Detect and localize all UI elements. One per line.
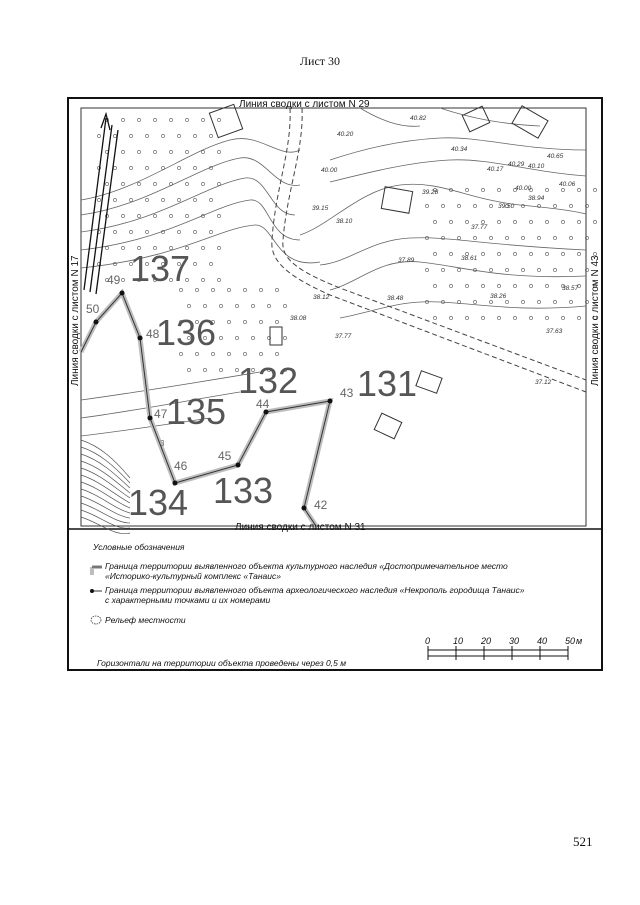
slope-hatch bbox=[81, 517, 130, 534]
boundary-point bbox=[120, 291, 125, 296]
svg-text:39.15: 39.15 bbox=[312, 205, 329, 212]
tree-symbol bbox=[513, 316, 516, 319]
tree-symbol bbox=[259, 320, 262, 323]
scale-bar-tick-label: 20 bbox=[481, 636, 492, 646]
point-label: 48 bbox=[146, 327, 160, 341]
tree-symbol bbox=[561, 316, 564, 319]
tree-symbol bbox=[569, 204, 572, 207]
svg-text:38.26: 38.26 bbox=[490, 293, 507, 300]
tree-symbol bbox=[569, 300, 572, 303]
point-label: 45 bbox=[218, 449, 232, 463]
tree-symbol bbox=[465, 220, 468, 223]
scale-bar-tick-label: 40 bbox=[537, 636, 548, 646]
tree-symbol bbox=[121, 150, 124, 153]
contour-line bbox=[330, 262, 586, 290]
adjacent-sheet-right: Линия сводки с листом N 43 bbox=[590, 255, 601, 386]
legend-archaeological-boundary-icon bbox=[90, 589, 102, 593]
tree-symbol bbox=[593, 252, 596, 255]
point-label: 47 bbox=[154, 407, 168, 421]
building bbox=[462, 106, 490, 132]
tree-symbol bbox=[209, 262, 212, 265]
tree-symbol bbox=[203, 304, 206, 307]
boundary-point bbox=[236, 463, 241, 468]
tree-symbol bbox=[561, 252, 564, 255]
tree-symbol bbox=[569, 236, 572, 239]
tree-symbol bbox=[185, 118, 188, 121]
tree-symbol bbox=[217, 214, 220, 217]
tree-symbol bbox=[433, 284, 436, 287]
building bbox=[381, 187, 412, 214]
tree-symbol bbox=[425, 268, 428, 271]
tree-symbol bbox=[243, 288, 246, 291]
tree-symbol bbox=[553, 300, 556, 303]
scale-bar-tick-label: 0 bbox=[425, 636, 431, 646]
legend-item-2-line-2: с характерными точками и их номерами bbox=[105, 595, 271, 605]
tree-symbol bbox=[227, 352, 230, 355]
tree-symbol bbox=[113, 166, 116, 169]
tree-symbol bbox=[105, 182, 108, 185]
tree-symbol bbox=[513, 220, 516, 223]
adjacent-sheet-left: Линия сводки с листом N 17 bbox=[70, 255, 81, 386]
scale-bar-tick-label: 10 bbox=[453, 636, 464, 646]
svg-text:38.08: 38.08 bbox=[290, 315, 307, 322]
tree-symbol bbox=[545, 316, 548, 319]
tree-symbol bbox=[473, 204, 476, 207]
tree-symbol bbox=[513, 284, 516, 287]
svg-text:38.12: 38.12 bbox=[313, 294, 330, 301]
tree-symbol bbox=[473, 300, 476, 303]
relief-icon bbox=[91, 616, 101, 624]
tree-symbol bbox=[553, 236, 556, 239]
point-label: 44 bbox=[256, 397, 270, 411]
tree-symbol bbox=[521, 236, 524, 239]
adjacent-sheet-top: Линия сводки с листом N 29 bbox=[239, 99, 370, 110]
tree-symbol bbox=[449, 220, 452, 223]
tree-symbol bbox=[145, 166, 148, 169]
tree-symbol bbox=[121, 118, 124, 121]
svg-text:37.77: 37.77 bbox=[471, 224, 488, 231]
svg-text:40.06: 40.06 bbox=[559, 181, 576, 188]
svg-text:37.12: 37.12 bbox=[535, 379, 552, 386]
tree-symbol bbox=[145, 230, 148, 233]
tree-symbol bbox=[113, 198, 116, 201]
boundary-point bbox=[328, 399, 333, 404]
tree-symbol bbox=[481, 316, 484, 319]
tree-symbol bbox=[169, 150, 172, 153]
tree-symbol bbox=[473, 236, 476, 239]
zone-labels bbox=[128, 248, 417, 523]
tree-symbol bbox=[227, 320, 230, 323]
contour-line bbox=[330, 160, 586, 182]
tree-symbol bbox=[113, 134, 116, 137]
tree-symbol bbox=[433, 220, 436, 223]
svg-text:40.82: 40.82 bbox=[410, 115, 427, 122]
map-content bbox=[81, 104, 597, 533]
tree-symbol bbox=[161, 198, 164, 201]
tree-symbol bbox=[497, 220, 500, 223]
tree-symbol bbox=[441, 268, 444, 271]
tree-symbol bbox=[177, 166, 180, 169]
tree-symbol bbox=[201, 246, 204, 249]
boundary-point bbox=[94, 320, 99, 325]
tree-symbol bbox=[497, 188, 500, 191]
tree-symbol bbox=[569, 268, 572, 271]
tree-symbol bbox=[113, 230, 116, 233]
footnote: Горизонтали на территории объекта проведены через 0,5 м bbox=[97, 658, 347, 668]
scale-bar bbox=[425, 636, 582, 660]
sheet-title: Лист 30 bbox=[299, 54, 341, 68]
point-label: 50 bbox=[86, 302, 100, 316]
tree-symbol bbox=[275, 288, 278, 291]
tree-symbol bbox=[129, 134, 132, 137]
elevation-labels bbox=[290, 115, 579, 386]
tree-symbol bbox=[457, 268, 460, 271]
tree-symbol bbox=[243, 320, 246, 323]
svg-text:39.50: 39.50 bbox=[498, 203, 515, 210]
tree-symbol bbox=[251, 336, 254, 339]
adjacent-sheet-bottom: Линия сводки с листом N 31 bbox=[235, 522, 366, 533]
tree-symbol bbox=[195, 288, 198, 291]
tree-symbol bbox=[153, 214, 156, 217]
tree-symbol bbox=[217, 246, 220, 249]
tree-symbol bbox=[121, 246, 124, 249]
tree-symbol bbox=[235, 336, 238, 339]
tree-symbol bbox=[577, 188, 580, 191]
tree-symbol bbox=[145, 198, 148, 201]
tree-symbol bbox=[217, 118, 220, 121]
road-edge-1 bbox=[272, 108, 586, 392]
svg-text:40.00: 40.00 bbox=[515, 185, 532, 192]
tree-symbol bbox=[457, 236, 460, 239]
tree-symbol bbox=[449, 252, 452, 255]
tree-symbol bbox=[153, 150, 156, 153]
tree-symbol bbox=[577, 316, 580, 319]
slope-hatch bbox=[81, 482, 130, 508]
tree-symbol bbox=[561, 220, 564, 223]
tree-symbol bbox=[201, 118, 204, 121]
scale-bar-tick-label: 50 bbox=[565, 636, 576, 646]
tree-symbol bbox=[121, 278, 124, 281]
tree-symbol bbox=[433, 316, 436, 319]
tree-symbol bbox=[275, 352, 278, 355]
tree-symbol bbox=[529, 316, 532, 319]
point-label: 49 bbox=[107, 273, 121, 287]
tree-symbol bbox=[209, 198, 212, 201]
boundary-point bbox=[148, 416, 153, 421]
tree-symbol bbox=[201, 182, 204, 185]
point-label: 3 bbox=[160, 439, 165, 448]
tree-symbol bbox=[121, 214, 124, 217]
svg-text:40.10: 40.10 bbox=[528, 163, 545, 170]
tree-symbol bbox=[243, 352, 246, 355]
tree-symbol bbox=[489, 236, 492, 239]
tree-symbol bbox=[177, 198, 180, 201]
tree-symbol bbox=[529, 252, 532, 255]
tree-symbol bbox=[433, 252, 436, 255]
tree-symbol bbox=[537, 236, 540, 239]
point-label: 43 bbox=[340, 386, 354, 400]
tree-symbol bbox=[481, 284, 484, 287]
tree-symbol bbox=[185, 182, 188, 185]
building bbox=[209, 104, 242, 137]
slope-hatch bbox=[81, 440, 130, 478]
tree-symbol bbox=[251, 304, 254, 307]
scale-bar-tick-label: 30 bbox=[509, 636, 520, 646]
svg-text:39.28: 39.28 bbox=[422, 189, 439, 196]
tree-symbol bbox=[529, 284, 532, 287]
tree-symbol bbox=[489, 268, 492, 271]
svg-text:37.63: 37.63 bbox=[546, 328, 563, 335]
legend-heritage-boundary-icon bbox=[92, 567, 102, 575]
tree-symbol bbox=[185, 214, 188, 217]
tree-symbol bbox=[465, 284, 468, 287]
tree-symbol bbox=[425, 204, 428, 207]
tree-symbol bbox=[521, 268, 524, 271]
svg-text:37.89: 37.89 bbox=[398, 257, 415, 264]
svg-text:40.34: 40.34 bbox=[451, 146, 468, 153]
tree-symbol bbox=[129, 230, 132, 233]
tree-symbol bbox=[275, 320, 278, 323]
legend-item-1-line-1: Граница территории выявленного объекта культурного наследия «Достопримечательное место bbox=[105, 561, 508, 571]
tree-symbol bbox=[97, 134, 100, 137]
tree-symbol bbox=[105, 246, 108, 249]
boundary-point bbox=[138, 336, 143, 341]
tree-symbol bbox=[193, 262, 196, 265]
svg-text:38.94: 38.94 bbox=[528, 195, 545, 202]
tree-symbol bbox=[137, 150, 140, 153]
contour-line bbox=[81, 158, 300, 215]
contour-line bbox=[340, 302, 586, 318]
tree-symbol bbox=[211, 288, 214, 291]
tree-symbol bbox=[561, 188, 564, 191]
tree-symbol bbox=[235, 304, 238, 307]
tree-symbol bbox=[449, 284, 452, 287]
boundary-point bbox=[302, 506, 307, 511]
tree-symbol bbox=[489, 300, 492, 303]
tree-symbol bbox=[217, 182, 220, 185]
tree-symbol bbox=[521, 300, 524, 303]
svg-text:38.57: 38.57 bbox=[562, 285, 579, 292]
tree-symbol bbox=[203, 368, 206, 371]
tree-symbol bbox=[137, 214, 140, 217]
contour-line bbox=[300, 184, 586, 235]
tree-symbol bbox=[219, 304, 222, 307]
tree-symbol bbox=[259, 352, 262, 355]
tree-symbol bbox=[137, 182, 140, 185]
tree-symbol bbox=[137, 118, 140, 121]
tree-symbol bbox=[513, 252, 516, 255]
tree-symbol bbox=[259, 288, 262, 291]
tree-symbol bbox=[545, 220, 548, 223]
building bbox=[270, 327, 282, 345]
zone-label: 131 bbox=[357, 363, 418, 404]
tree-symbol bbox=[153, 182, 156, 185]
svg-text:40.65: 40.65 bbox=[547, 153, 564, 160]
legend-item-3: Рельеф местности bbox=[105, 615, 186, 625]
tree-symbol bbox=[553, 204, 556, 207]
svg-text:37.77: 37.77 bbox=[335, 333, 352, 340]
svg-text:40.20: 40.20 bbox=[337, 131, 354, 138]
tree-symbol bbox=[505, 236, 508, 239]
svg-text:38.48: 38.48 bbox=[387, 295, 404, 302]
tree-symbol bbox=[169, 118, 172, 121]
contour-line bbox=[440, 108, 540, 126]
contour-line bbox=[81, 178, 295, 232]
legend-heading: Условные обозначения bbox=[93, 542, 185, 552]
tree-symbol bbox=[537, 300, 540, 303]
tree-symbol bbox=[457, 204, 460, 207]
tree-symbol bbox=[185, 150, 188, 153]
point-label: 42 bbox=[314, 498, 328, 512]
tree-symbol bbox=[545, 284, 548, 287]
tree-symbol bbox=[193, 230, 196, 233]
zone-label: 136 bbox=[156, 312, 217, 353]
legend-item-1-line-2: «Историко-культурный комплекс «Танаис» bbox=[105, 571, 281, 581]
tree-symbol bbox=[219, 368, 222, 371]
tree-symbol bbox=[593, 220, 596, 223]
slope-hatch bbox=[81, 468, 130, 498]
tree-symbol bbox=[465, 188, 468, 191]
tree-symbol bbox=[481, 188, 484, 191]
tree-symbol bbox=[201, 278, 204, 281]
tree-symbol bbox=[267, 304, 270, 307]
tree-symbol bbox=[169, 214, 172, 217]
tree-symbol bbox=[121, 182, 124, 185]
svg-text:38.10: 38.10 bbox=[336, 218, 353, 225]
svg-text:40.29: 40.29 bbox=[508, 161, 525, 168]
legend-item-2-line-1: Граница территории выявленного объекта археологического наследия «Некрополь городища Танаис» bbox=[105, 585, 525, 595]
zone-label: 133 bbox=[213, 470, 274, 511]
tree-symbol bbox=[217, 278, 220, 281]
tree-symbol bbox=[593, 188, 596, 191]
tree-symbol bbox=[441, 204, 444, 207]
tree-symbol bbox=[283, 336, 286, 339]
tree-symbol bbox=[497, 284, 500, 287]
tree-symbol bbox=[193, 198, 196, 201]
tree-symbol bbox=[489, 204, 492, 207]
tree-symbol bbox=[177, 230, 180, 233]
legend bbox=[90, 542, 525, 668]
tree-symbol bbox=[283, 304, 286, 307]
tree-symbol bbox=[497, 252, 500, 255]
tree-symbol bbox=[129, 166, 132, 169]
tree-symbol bbox=[521, 204, 524, 207]
road-edge-2 bbox=[283, 108, 586, 380]
tree-symbol bbox=[537, 268, 540, 271]
tree-symbol bbox=[209, 134, 212, 137]
point-label: 46 bbox=[174, 459, 188, 473]
tree-symbol bbox=[449, 316, 452, 319]
tree-symbol bbox=[201, 150, 204, 153]
zone-label: 135 bbox=[166, 391, 227, 432]
tree-symbol bbox=[465, 316, 468, 319]
tree-symbol bbox=[153, 118, 156, 121]
slope-hatch bbox=[81, 510, 130, 528]
building bbox=[512, 106, 548, 138]
tree-symbol bbox=[193, 166, 196, 169]
contour-line bbox=[81, 225, 320, 268]
tree-symbol bbox=[187, 368, 190, 371]
svg-text:38.61: 38.61 bbox=[461, 255, 478, 262]
tree-symbol bbox=[177, 134, 180, 137]
tree-symbol bbox=[97, 198, 100, 201]
tree-symbol bbox=[209, 230, 212, 233]
scale-bar-unit: м bbox=[576, 636, 583, 646]
tree-symbol bbox=[187, 304, 190, 307]
tree-symbol bbox=[219, 336, 222, 339]
slope-hatch bbox=[81, 461, 130, 493]
tree-symbol bbox=[577, 220, 580, 223]
svg-text:40.17: 40.17 bbox=[487, 166, 504, 173]
tree-symbol bbox=[161, 134, 164, 137]
tree-symbol bbox=[505, 268, 508, 271]
building bbox=[416, 371, 442, 394]
tree-symbol bbox=[497, 316, 500, 319]
svg-text:40.00: 40.00 bbox=[321, 167, 338, 174]
building bbox=[374, 413, 402, 439]
tree-symbol bbox=[553, 268, 556, 271]
tree-symbol bbox=[161, 166, 164, 169]
tree-symbol bbox=[505, 300, 508, 303]
tree-symbol bbox=[529, 220, 532, 223]
zone-label: 132 bbox=[238, 360, 299, 401]
tree-symbol bbox=[193, 134, 196, 137]
tree-symbol bbox=[227, 288, 230, 291]
tree-symbol bbox=[545, 252, 548, 255]
zone-label: 134 bbox=[128, 482, 189, 523]
tree-symbol bbox=[577, 252, 580, 255]
page-number: 521 bbox=[573, 834, 593, 849]
tree-symbol bbox=[545, 188, 548, 191]
zone-label: 137 bbox=[130, 248, 191, 289]
contour-line bbox=[320, 238, 586, 265]
tree-symbol bbox=[129, 198, 132, 201]
tree-symbol bbox=[217, 150, 220, 153]
tree-symbol bbox=[145, 134, 148, 137]
tree-symbol bbox=[481, 252, 484, 255]
